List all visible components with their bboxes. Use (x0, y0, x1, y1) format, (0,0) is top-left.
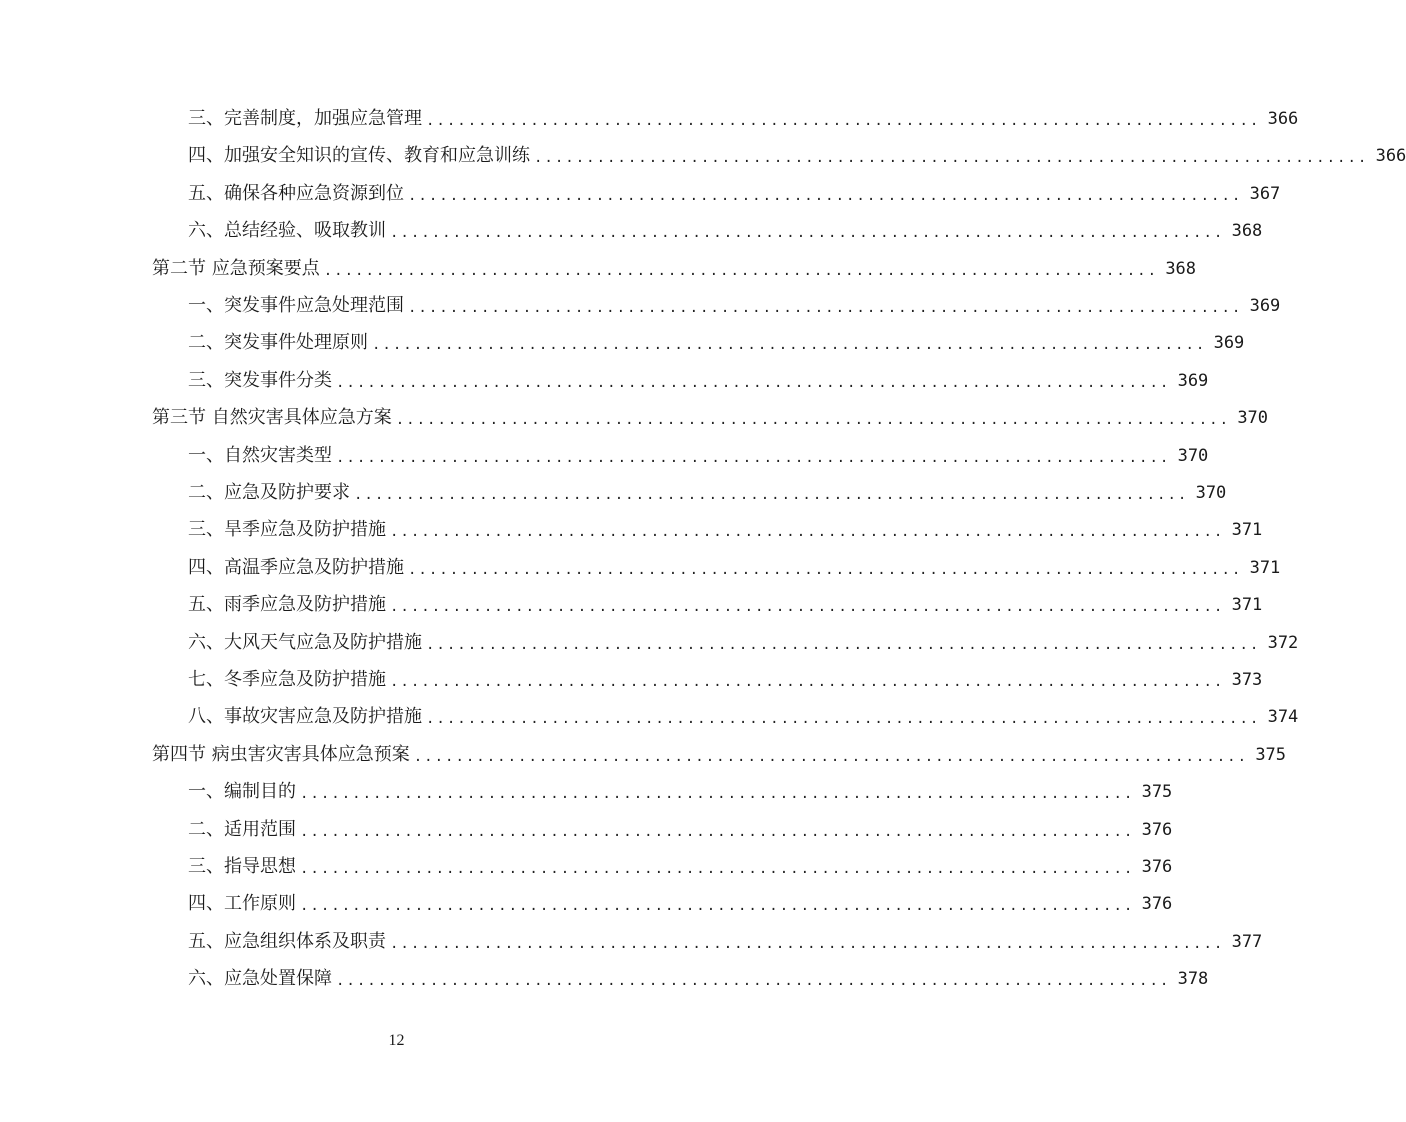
toc-dot-leader: ................................................................................ (426, 113, 1261, 129)
toc-section-entry[interactable] (152, 400, 1269, 436)
toc-subsection-entry[interactable] (188, 363, 1209, 399)
toc-dot-leader: ................................................................................ (300, 898, 1135, 915)
toc-subsection-entry[interactable] (188, 625, 1299, 661)
toc-entry-page: 370 (1237, 408, 1269, 429)
toc-entry-title: 三、指导思想 (188, 856, 296, 877)
toc-subsection-entry[interactable] (188, 213, 1263, 249)
toc-subsection-entry[interactable] (188, 849, 1173, 885)
toc-entry-page: 378 (1177, 969, 1209, 990)
toc-entry-page: 369 (1213, 333, 1245, 354)
toc-dot-leader: ................................................................................ (323, 262, 1159, 279)
toc-entry-title: 二、应急及防护要求 (188, 482, 350, 503)
toc-dot-leader: ................................................................................ (534, 150, 1369, 167)
toc-entry-title: 四、高温季应急及防护措施 (188, 556, 404, 578)
toc-subsection-entry[interactable] (188, 774, 1173, 810)
toc-entry-page: 375 (1141, 782, 1173, 803)
toc-subsection-entry[interactable] (188, 325, 1245, 361)
toc-dot-leader: ................................................................................ (300, 861, 1135, 877)
toc-entry-title: 二、适用范围 (188, 818, 296, 840)
toc-subsection-entry[interactable] (188, 288, 1281, 324)
toc-subsection-entry[interactable] (188, 961, 1209, 997)
toc-entry-title: 五、确保各种应急资源到位 (188, 182, 404, 204)
toc-entry-page: 369 (1177, 370, 1209, 391)
toc-dot-leader: ................................................................................ (390, 935, 1225, 952)
toc-entry-title: 六、应急处置保障 (188, 968, 332, 990)
toc-entry-page: 366 (1267, 109, 1299, 129)
toc-entry-title: 第四节 病虫害灾害具体应急预案 (152, 743, 410, 765)
toc-dot-leader: ................................................................................ (390, 225, 1225, 242)
toc-entry-page: 371 (1231, 595, 1263, 616)
toc-subsection-entry[interactable] (188, 699, 1299, 735)
toc-dot-leader: ................................................................................ (408, 187, 1243, 204)
toc-dot-leader: ................................................................................ (354, 487, 1189, 503)
toc-subsection-entry[interactable] (188, 475, 1227, 511)
toc-entry-title: 三、旱季应急及防护措施 (188, 519, 386, 541)
toc-entry-page: 377 (1231, 931, 1263, 952)
toc-dot-leader: ................................................................................ (413, 748, 1249, 765)
toc-dot-leader: ................................................................................ (336, 973, 1171, 990)
toc-entry-title: 第三节 自然灾害具体应急方案 (152, 407, 392, 429)
toc-entry-title: 五、雨季应急及防护措施 (188, 594, 386, 616)
toc-entry-title: 八、事故灾害应急及防护措施 (188, 706, 422, 728)
toc-entry-page: 376 (1141, 819, 1173, 840)
page-number: 12 (388, 1032, 405, 1049)
toc-dot-leader: ................................................................................ (390, 599, 1225, 616)
toc-subsection-entry[interactable] (188, 101, 1299, 137)
toc-entry-page: 371 (1231, 520, 1263, 541)
toc-subsection-entry[interactable] (188, 924, 1263, 960)
toc-subsection-entry[interactable] (188, 812, 1173, 848)
toc-entry-title: 三、突发事件分类 (188, 369, 332, 391)
toc-dot-leader: ................................................................................ (336, 374, 1171, 391)
toc-dot-leader: ................................................................................ (372, 337, 1207, 354)
toc-entry-title: 四、工作原则 (188, 893, 296, 915)
toc-entry-page: 367 (1249, 183, 1281, 204)
toc-entry-title: 一、自然灾害类型 (188, 444, 332, 466)
toc-subsection-entry[interactable] (188, 138, 1406, 174)
toc-entry-page: 371 (1249, 557, 1281, 578)
toc-entry-title: 一、编制目的 (188, 781, 296, 803)
toc-entry-title: 一、突发事件应急处理范围 (188, 295, 404, 316)
toc-dot-leader: ................................................................................ (395, 412, 1231, 429)
toc-dot-leader: ................................................................................ (426, 636, 1261, 653)
toc-entry-page: 370 (1177, 445, 1209, 466)
toc-entry-page: 375 (1255, 744, 1287, 765)
toc-entry-page: 368 (1231, 221, 1263, 242)
toc-dot-leader: ................................................................................ (300, 823, 1135, 840)
toc-entry-page: 373 (1231, 670, 1263, 690)
toc-subsection-entry[interactable] (188, 662, 1263, 698)
toc-entry-page: 366 (1375, 146, 1406, 167)
toc-subsection-entry[interactable] (188, 176, 1281, 212)
toc-subsection-entry[interactable] (188, 886, 1173, 922)
toc-dot-leader: ................................................................................ (390, 524, 1225, 541)
toc-entry-title: 三、完善制度，加强应急管理 (188, 108, 422, 129)
toc-entry-title: 二、突发事件处理原则 (188, 332, 368, 354)
toc-section-entry[interactable] (152, 251, 1197, 287)
toc-entry-title: 七、冬季应急及防护措施 (188, 669, 386, 690)
toc-dot-leader: ................................................................................ (300, 786, 1135, 803)
toc-entry-title: 第二节 应急预案要点 (152, 257, 320, 279)
toc-entry-page: 368 (1165, 258, 1197, 279)
toc-subsection-entry[interactable] (188, 550, 1281, 586)
toc-entry-title: 四、加强安全知识的宣传、教育和应急训练 (188, 145, 530, 167)
toc-subsection-entry[interactable] (188, 438, 1209, 474)
toc-entry-page: 376 (1141, 894, 1173, 915)
toc-entry-page: 370 (1195, 483, 1227, 503)
toc-dot-leader: ................................................................................ (408, 561, 1243, 578)
toc-section-entry[interactable] (152, 737, 1287, 773)
toc-entry-page: 369 (1249, 296, 1281, 316)
toc-dot-leader: ................................................................................ (426, 711, 1261, 728)
toc-dot-leader: ................................................................................ (408, 300, 1243, 316)
toc-entry-page: 376 (1141, 857, 1173, 877)
toc-entry-title: 五、应急组织体系及职责 (188, 930, 386, 952)
toc-entry-title: 六、大风天气应急及防护措施 (188, 631, 422, 653)
toc-entry-page: 374 (1267, 707, 1299, 728)
toc-dot-leader: ................................................................................ (336, 449, 1171, 466)
toc-entry-page: 372 (1267, 632, 1299, 653)
toc-subsection-entry[interactable] (188, 512, 1263, 548)
toc-subsection-entry[interactable] (188, 587, 1263, 623)
toc-entry-title: 六、总结经验、吸取教训 (188, 220, 386, 242)
toc-dot-leader: ................................................................................ (390, 674, 1225, 690)
